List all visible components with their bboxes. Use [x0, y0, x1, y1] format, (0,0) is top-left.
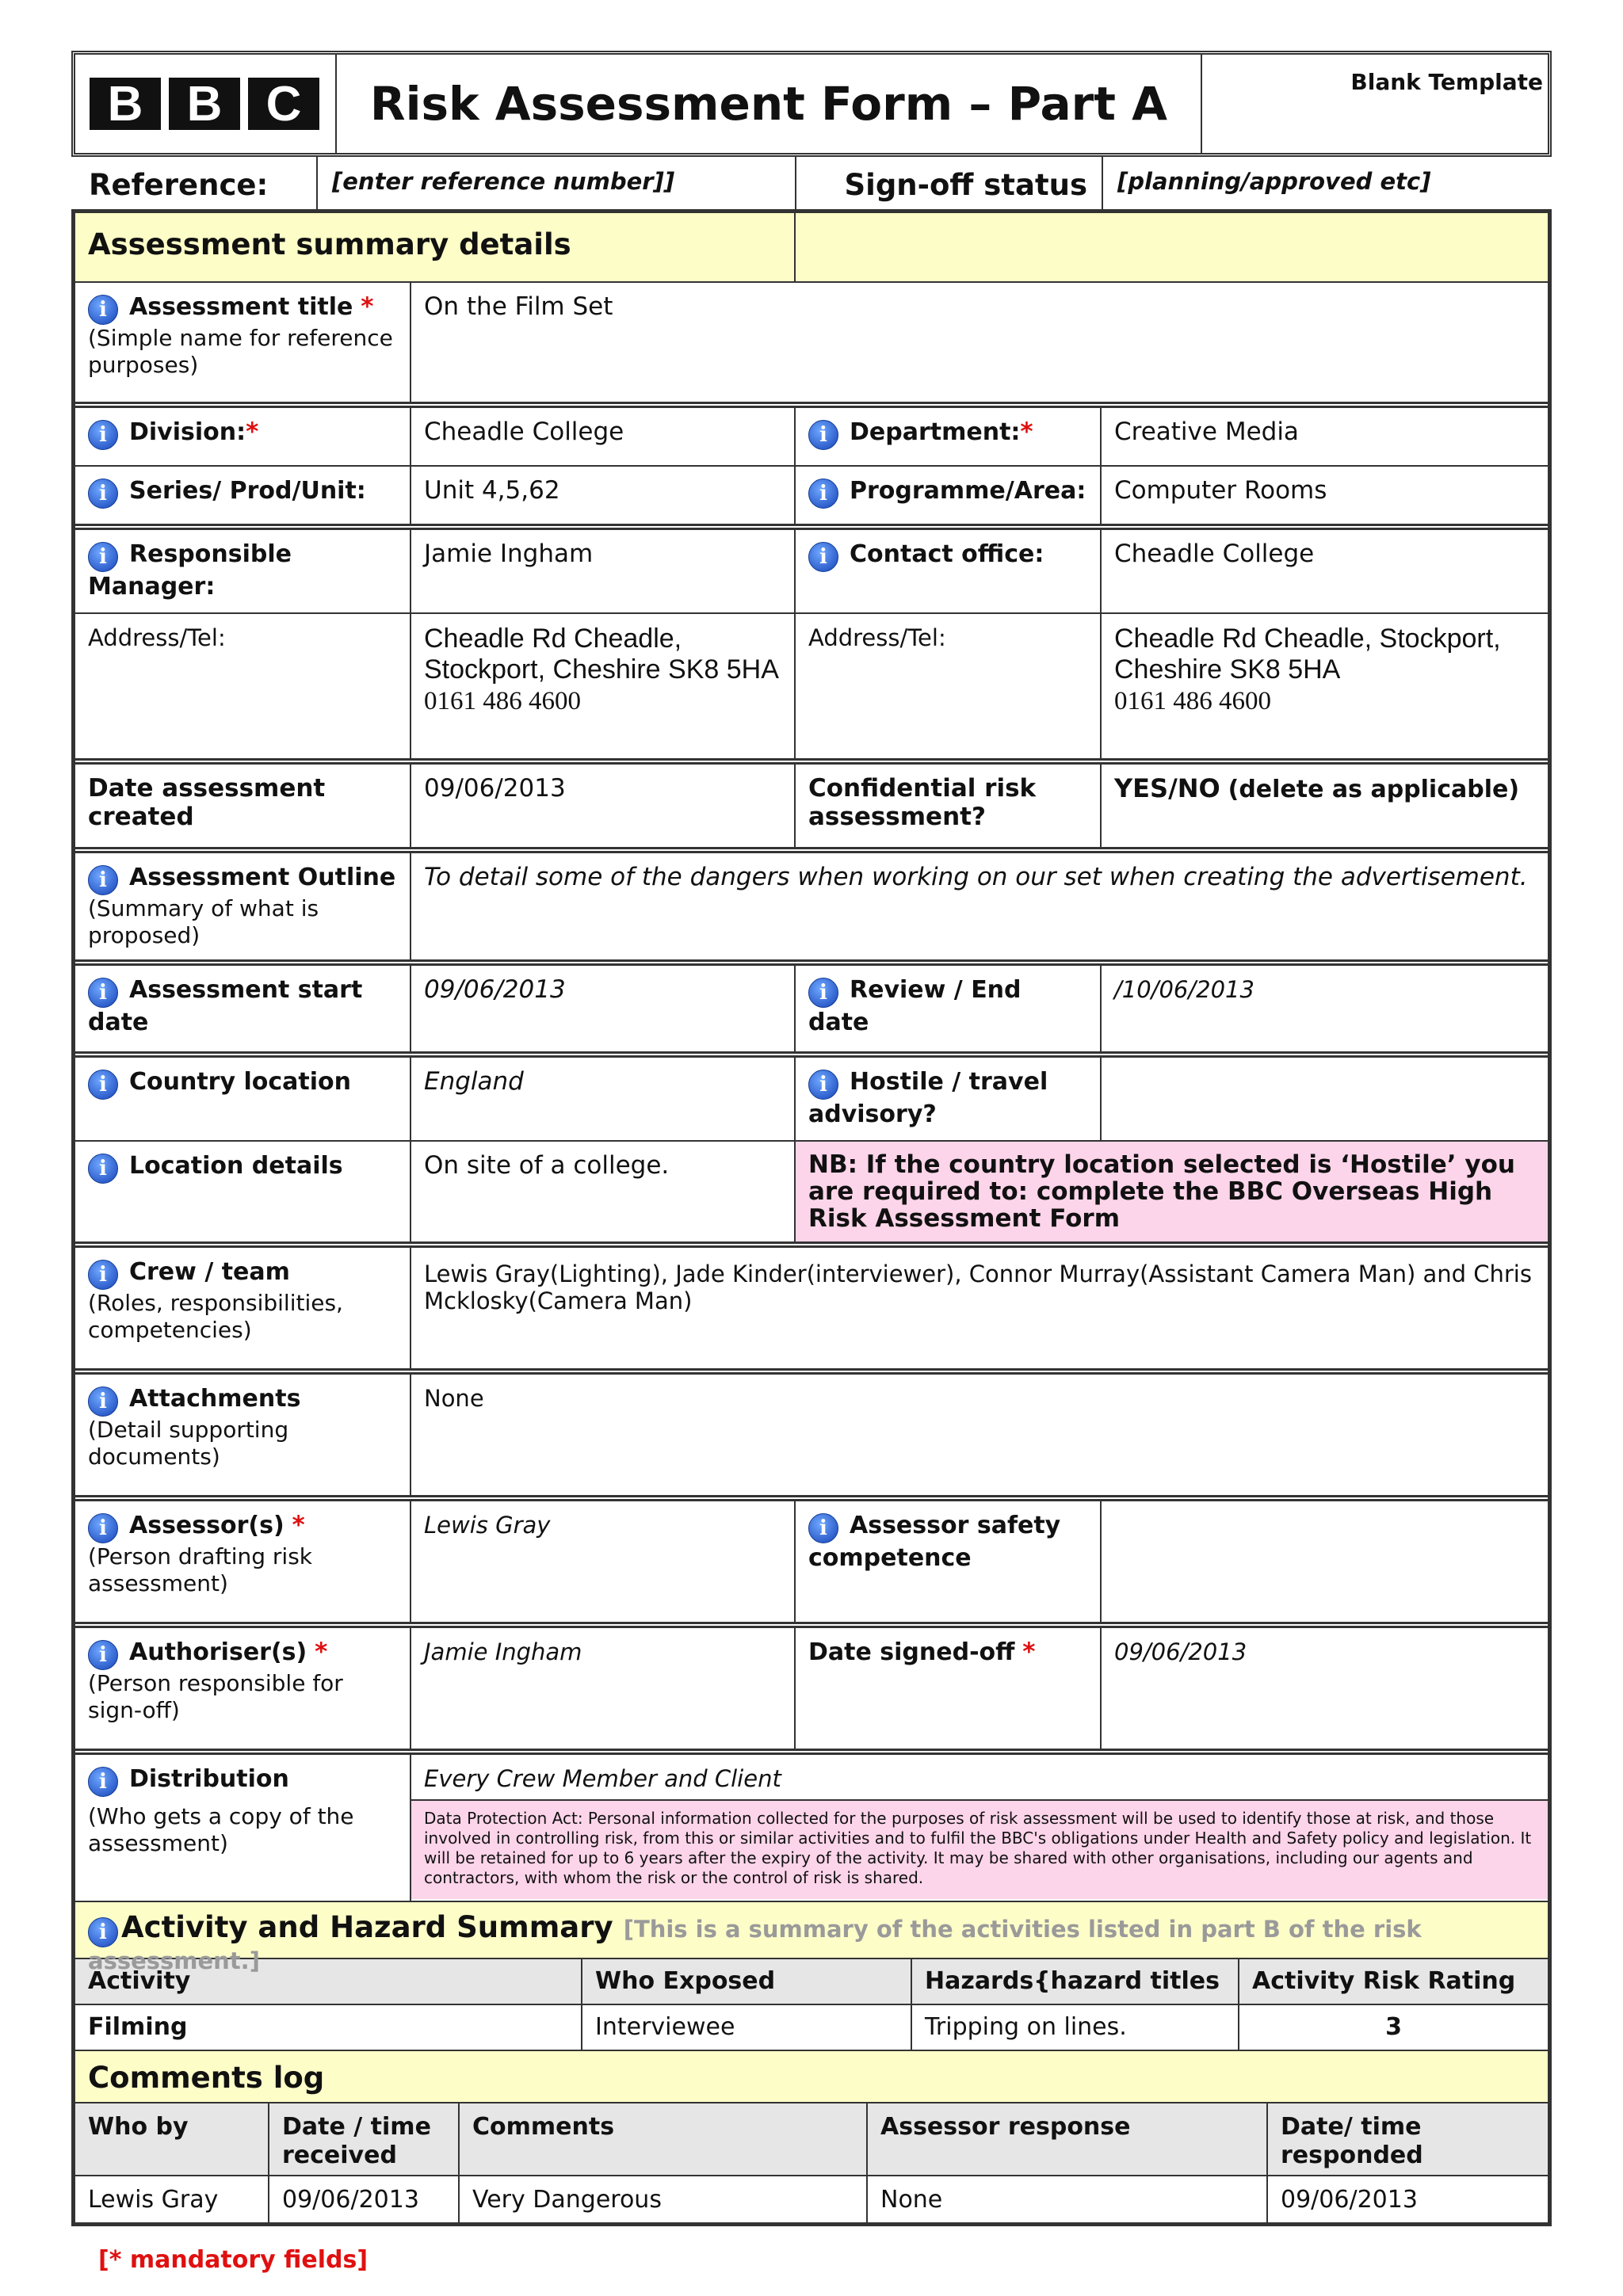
comments-cell[interactable]: 09/06/2013	[1281, 2186, 1418, 2214]
confidential-note: (delete as applicable)	[1228, 776, 1520, 803]
required-star: *	[361, 292, 374, 321]
required-star: *	[1022, 1638, 1036, 1666]
activity-cell[interactable]: Filming	[75, 2005, 582, 2050]
programme-label: Programme/Area:	[850, 477, 1086, 505]
info-icon[interactable]: i	[88, 295, 118, 325]
distribution-cell	[411, 1755, 1548, 1901]
assessment-table	[71, 209, 1552, 2226]
summary-heading-blank	[796, 213, 1548, 281]
hostile-label: Hostile / travel advisory?	[808, 1068, 1048, 1128]
contact-label: Contact office:	[850, 540, 1044, 568]
assessor-safety-label: Assessor safety competence	[808, 1512, 1061, 1572]
review-date-label: Review / End date	[808, 976, 1022, 1036]
crew-label: Crew / team	[129, 1258, 290, 1286]
crew-value[interactable]: Lewis Gray(Lighting), Jade Kinder(interviewer), Connor Murray(Assistant Camera Man) and Chris Mcklosky(Camera Man)	[424, 1261, 1532, 1314]
date-created-label: Date assessment created	[75, 765, 411, 847]
authoriser-label: Authoriser(s)	[129, 1638, 307, 1666]
division-value[interactable]: Cheadle College	[411, 408, 796, 465]
info-icon[interactable]: i	[808, 420, 838, 450]
date-created-value[interactable]: 09/06/2013	[411, 765, 796, 847]
assessment-title-label: Assessment title	[129, 293, 353, 321]
assessor-row	[75, 1501, 1548, 1628]
info-icon[interactable]: i	[808, 542, 838, 572]
comments-cell[interactable]: None	[868, 2176, 1268, 2224]
outline-value[interactable]: To detail some of the dangers when working on our set when creating the advertisement.	[424, 863, 1528, 891]
outline-hint: (Summary of what is proposed)	[88, 895, 319, 948]
crew-row	[75, 1248, 1548, 1375]
logo-letter: B	[169, 78, 240, 130]
info-icon[interactable]: i	[88, 1917, 118, 1947]
contact-value[interactable]: Cheadle College	[1114, 540, 1315, 568]
assessor-value[interactable]: Lewis Gray	[411, 1501, 796, 1622]
start-date-label: Assessment start date	[88, 976, 363, 1036]
required-star: *	[1020, 418, 1033, 446]
address-left-cell[interactable]	[411, 614, 796, 758]
info-icon[interactable]: i	[88, 1386, 118, 1417]
country-row	[75, 1058, 1548, 1142]
date-signed-label: Date signed-off	[808, 1638, 1015, 1666]
assessment-title-value[interactable]: On the Film Set	[424, 292, 613, 321]
location-row	[75, 1142, 1548, 1248]
info-icon[interactable]: i	[88, 1260, 118, 1290]
attachments-value[interactable]: None	[424, 1385, 484, 1412]
dates-row	[75, 966, 1548, 1058]
attachments-row	[75, 1375, 1548, 1501]
risk-assessment-form	[71, 51, 1552, 2274]
start-date-value[interactable]: 09/06/2013	[411, 966, 796, 1051]
confidential-value: YES/NO	[1114, 773, 1220, 803]
attachments-label: Attachments	[129, 1385, 301, 1413]
tel-left: 0161 486 4600	[424, 687, 581, 715]
activity-header-row	[75, 1959, 1548, 2005]
division-row	[75, 408, 1548, 467]
bbc-logo	[75, 55, 337, 153]
summary-heading: Assessment summary details	[75, 213, 796, 281]
info-icon[interactable]: i	[808, 1513, 838, 1543]
reference-label: Reference:	[71, 157, 318, 209]
country-value[interactable]: England	[411, 1058, 796, 1140]
authoriser-row	[75, 1628, 1548, 1755]
assessment-title-hint: (Simple name for reference purposes)	[88, 325, 393, 378]
activity-cell[interactable]: 3	[1385, 2013, 1402, 2041]
info-icon[interactable]: i	[88, 420, 118, 450]
distribution-hint: (Who gets a copy of the assessment)	[88, 1803, 354, 1856]
required-star: *	[292, 1511, 305, 1539]
address-label-2: Address/Tel:	[796, 614, 1102, 758]
address-label: Address/Tel:	[75, 614, 411, 758]
confidential-value-cell[interactable]	[1102, 765, 1548, 847]
info-icon[interactable]: i	[808, 479, 838, 509]
assessor-label: Assessor(s)	[129, 1512, 285, 1539]
series-label: Series/ Prod/Unit:	[129, 477, 366, 505]
address-row	[75, 614, 1548, 765]
info-icon[interactable]: i	[88, 1070, 118, 1100]
address-left: Cheadle Rd Cheadle, Stockport, Cheshire SK8 5HA	[424, 624, 779, 685]
series-value[interactable]: Unit 4,5,62	[411, 467, 796, 524]
form-header	[71, 51, 1552, 157]
attachments-hint: (Detail supporting documents)	[88, 1417, 289, 1470]
info-icon[interactable]: i	[88, 1767, 118, 1797]
table-row	[75, 2005, 1548, 2051]
location-value[interactable]: On site of a college.	[411, 1142, 796, 1241]
country-label: Country location	[129, 1068, 351, 1096]
authoriser-value[interactable]: Jamie Ingham	[411, 1628, 796, 1749]
info-icon[interactable]: i	[88, 1513, 118, 1543]
date-signed-value[interactable]: 09/06/2013	[1114, 1638, 1247, 1665]
outline-row	[75, 853, 1548, 966]
hostile-note: NB: If the country location selected is ‘Hostile’ you are required to: complete the BBC Overseas High Risk Assessment Form	[796, 1142, 1548, 1241]
division-label: Division:	[129, 418, 246, 446]
series-row	[75, 467, 1548, 530]
info-icon[interactable]: i	[808, 1070, 838, 1100]
distribution-row	[75, 1755, 1548, 1902]
required-star: *	[246, 418, 259, 446]
logo-letter: B	[90, 78, 161, 130]
required-star: *	[315, 1638, 328, 1666]
info-icon[interactable]: i	[88, 865, 118, 895]
comments-cell[interactable]: Very Dangerous	[460, 2176, 868, 2224]
info-icon[interactable]: i	[88, 542, 118, 572]
comments-cell[interactable]: 09/06/2013	[269, 2176, 460, 2224]
signoff-label: Sign-off status	[796, 157, 1103, 209]
distribution-label: Distribution	[129, 1765, 289, 1793]
location-label: Location details	[129, 1152, 343, 1180]
address-right-cell[interactable]	[1102, 614, 1548, 758]
confidential-label: Confidential risk assessment?	[796, 765, 1102, 847]
tel-right: 0161 486 4600	[1114, 687, 1271, 715]
activity-heading-row	[75, 1902, 1548, 1974]
comments-col-header: Assessor response	[868, 2103, 1268, 2180]
info-icon[interactable]: i	[88, 1640, 118, 1670]
assessment-title-label-cell	[75, 283, 411, 402]
reference-row	[71, 157, 1552, 209]
activity-cell[interactable]: Interviewee	[582, 2005, 912, 2050]
comments-header-row	[75, 2103, 1548, 2176]
template-label: Blank Template	[1350, 69, 1543, 95]
date-created-row	[75, 765, 1548, 853]
info-icon[interactable]: i	[88, 1154, 118, 1184]
reference-field[interactable]: [enter reference number]]	[318, 157, 796, 209]
review-date-value[interactable]: /10/06/2013	[1114, 976, 1254, 1003]
summary-heading-row	[75, 213, 1548, 283]
info-icon[interactable]: i	[808, 978, 838, 1008]
distribution-value[interactable]: Every Crew Member and Client	[411, 1755, 1548, 1801]
address-right: Cheadle Rd Cheadle, Stockport, Cheshire SK8 5HA	[1114, 624, 1501, 685]
department-value[interactable]: Creative Media	[1114, 418, 1299, 446]
comments-heading: Comments log	[75, 2051, 1548, 2103]
manager-row	[75, 530, 1548, 614]
assessor-hint: (Person drafting risk assessment)	[88, 1543, 312, 1596]
activity-col-header: Activity	[75, 1959, 582, 2004]
assessment-title-row	[75, 283, 1548, 408]
signoff-field[interactable]: [planning/approved etc]	[1117, 168, 1431, 195]
info-icon[interactable]: i	[88, 978, 118, 1008]
info-icon[interactable]: i	[88, 479, 118, 509]
assessor-safety-value[interactable]	[1102, 1501, 1548, 1622]
authoriser-hint: (Person responsible for sign-off)	[88, 1670, 343, 1723]
data-protection-notice: Data Protection Act: Personal information collected for the purposes of risk assessment will be used to identify those at risk, and those involved in controlling risk, from this or similar activities and to fulfil the BBC's obligations under Health and Safety policy and legislation. It will be retained for up to 6 years after the expiry of the activity. It may be shared with other organisations, including our agents and contractors, with whom the risk or the control of risk is shared.	[411, 1801, 1548, 1899]
comments-col-header: Date / time received	[269, 2103, 460, 2180]
activity-cell[interactable]: Tripping on lines.	[912, 2005, 1239, 2050]
comments-cell[interactable]: Lewis Gray	[75, 2176, 269, 2224]
programme-value[interactable]: Computer Rooms	[1114, 476, 1327, 505]
activity-heading: Activity and Hazard Summary	[121, 1910, 613, 1944]
manager-label: Responsible Manager:	[88, 540, 292, 601]
outline-label: Assessment Outline	[129, 864, 396, 891]
hostile-value[interactable]	[1102, 1058, 1548, 1140]
manager-value[interactable]: Jamie Ingham	[411, 530, 796, 612]
department-label: Department:	[850, 418, 1021, 446]
activity-col-header: Activity Risk Rating	[1252, 1967, 1516, 1995]
activity-col-header: Who Exposed	[582, 1959, 912, 2004]
comments-col-header: Comments	[460, 2103, 868, 2180]
crew-hint: (Roles, responsibilities, competencies)	[88, 1290, 343, 1343]
form-title: Risk Assessment Form – Part A	[337, 55, 1202, 153]
mandatory-fields-note: [* mandatory fields]	[98, 2246, 369, 2274]
activity-heading-note: [This is a summary of the activities listed in part B of the risk assessment.]	[88, 1916, 1422, 1974]
comments-col-header: Date/ time responded	[1281, 2113, 1423, 2169]
logo-letter: C	[248, 78, 319, 130]
comments-col-header: Who by	[75, 2103, 269, 2180]
activity-col-header: Hazards{hazard titles	[912, 1959, 1239, 2004]
table-row	[75, 2176, 1548, 2222]
